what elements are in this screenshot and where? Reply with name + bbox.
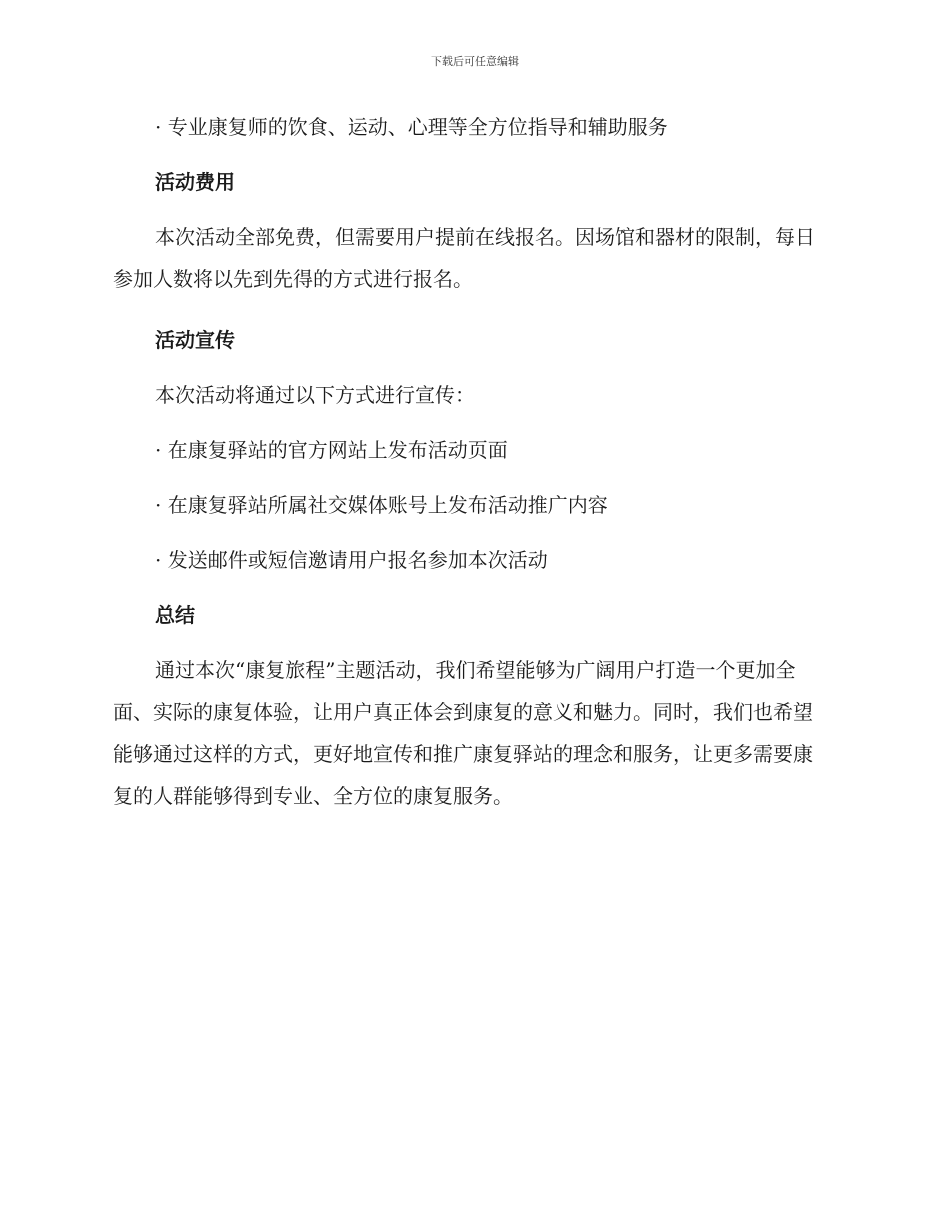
- fee-paragraph: 本次活动全部免费，但需要用户提前在线报名。因场馆和器材的限制，每日参加人数将以先到先得的方式进行报名。: [113, 225, 815, 291]
- list-item: · 在康复驿站所属社交媒体账号上发布活动推广内容: [155, 493, 608, 517]
- summary-heading: 总结: [155, 603, 195, 627]
- promo-heading: 活动宣传: [155, 328, 235, 352]
- promo-list: [113, 435, 831, 575]
- fee-heading: 活动费用: [155, 170, 235, 194]
- list-item: · 在康复驿站的官方网站上发布活动页面: [155, 438, 508, 462]
- document-body: [113, 112, 831, 842]
- list-item: · 发送邮件或短信邀请用户报名参加本次活动: [155, 548, 548, 572]
- page-header-note: 下载后可任意编辑: [431, 55, 519, 68]
- summary-paragraph: 通过本次“康复旅程”主题活动，我们希望能够为广阔用户打造一个更加全面、实际的康复体验，让用户真正体会到康复的意义和魅力。同时，我们也希望能够通过这样的方式，更好地宣传和推广康复驿站的理念和服务，让更多需要康复的人群能够得到专业、全方位的康复服务。: [113, 658, 813, 808]
- service-bullet: · 专业康复师的饮食、运动、心理等全方位指导和辅助服务: [155, 115, 668, 139]
- promo-intro: 本次活动将通过以下方式进行宣传：: [155, 383, 475, 407]
